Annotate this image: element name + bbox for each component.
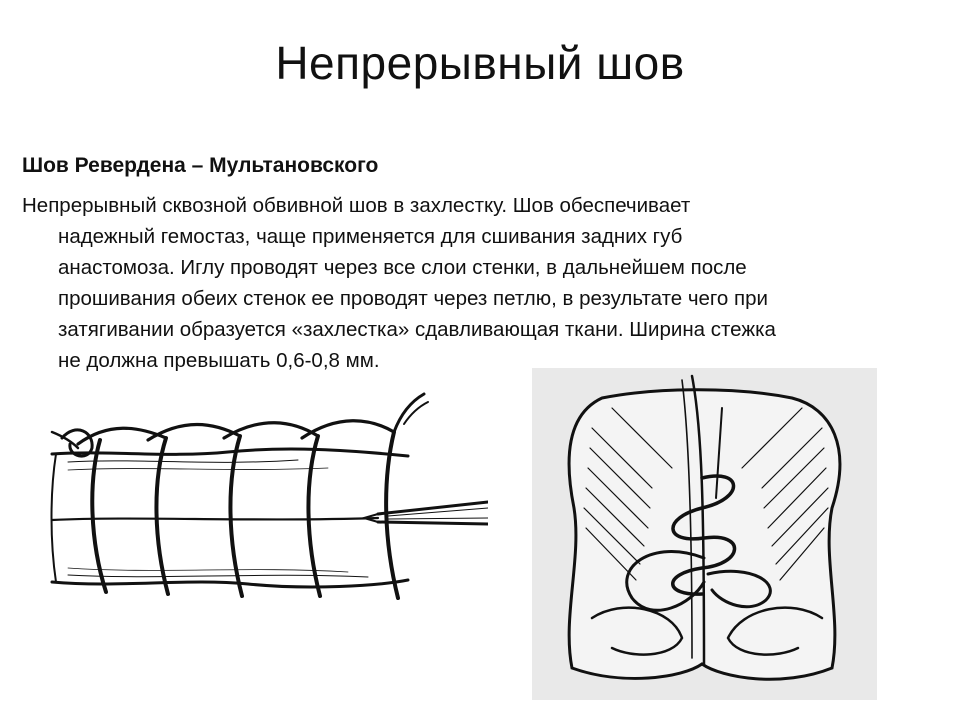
paragraph-line: надежный гемостаз, чаще применяется для сшивания задних губ bbox=[58, 225, 683, 248]
section-heading: Шов Ревердена – Мультановского bbox=[22, 154, 379, 177]
paragraph-line: прошивания обеих стенок ее проводят через петлю, в результате чего при bbox=[58, 287, 768, 310]
paragraph-line: затягивании образуется «захлестка» сдавливающая ткани. Ширина стежка bbox=[58, 318, 776, 341]
paragraph-line: анастомоза. Иглу проводят через все слои стенки, в дальнейшем после bbox=[58, 256, 747, 279]
slide-title: Непрерывный шов bbox=[275, 37, 685, 89]
paragraph-line: не должна превышать 0,6-0,8 мм. bbox=[58, 349, 380, 372]
description-paragraph bbox=[22, 190, 912, 376]
anastomosis-suture-illustration bbox=[532, 368, 877, 700]
paragraph-line: Непрерывный сквозной обвивной шов в захлестку. Шов обеспечивает bbox=[22, 194, 691, 217]
continuous-suture-tube-illustration bbox=[48, 392, 488, 637]
